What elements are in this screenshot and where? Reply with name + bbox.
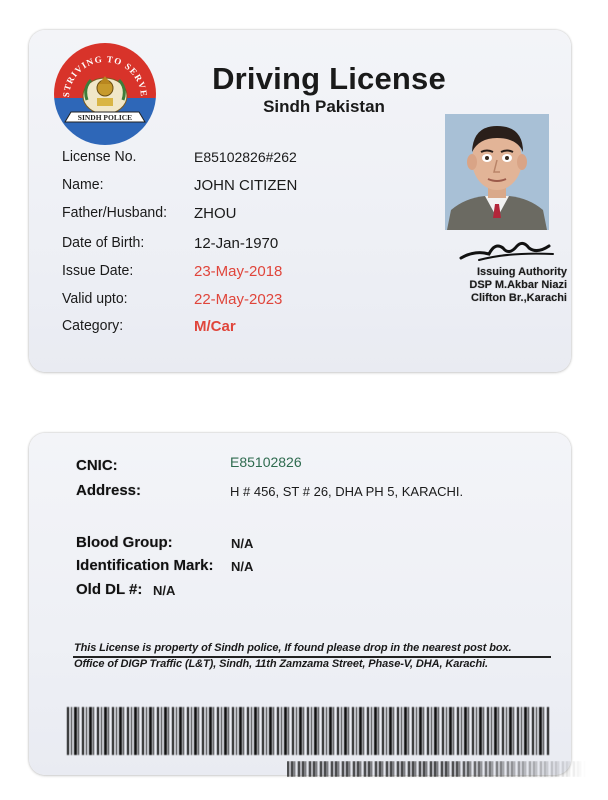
signature-icon	[459, 232, 557, 264]
field-label: Date of Birth:	[62, 234, 145, 251]
portrait-photo-icon	[445, 114, 549, 230]
identification-mark-row	[76, 557, 214, 577]
authority-line: Clifton Br.,Karachi	[471, 292, 567, 304]
address-row	[76, 482, 141, 502]
field-value: 22-May-2023	[194, 291, 283, 308]
field-value: ZHOU	[194, 205, 237, 222]
old-dl-value: N/A	[153, 583, 176, 598]
authority-line: Issuing Authority	[476, 266, 567, 278]
card-title: Driving License	[212, 61, 446, 96]
license-front-card	[29, 30, 571, 372]
address-value: H # 456, ST # 26, DHA PH 5, KARACHI.	[230, 484, 464, 499]
notice-line-2: Office of DIGP Traffic (L&T), Sindh, 11th Zamzama Street, Phase-V, DHA, Karachi.	[74, 658, 488, 670]
logo-ribbon-text: SINDH POLICE	[77, 113, 133, 122]
logo-top-text: STRIVING TO SERVE	[60, 53, 150, 98]
cnic-label: CNIC:	[76, 457, 118, 474]
license-back-card	[29, 433, 571, 775]
field-name	[62, 176, 462, 198]
field-label: License No.	[62, 148, 137, 165]
barcode-secondary	[287, 761, 587, 777]
field-label: Issue Date:	[62, 262, 134, 279]
card-subtitle: Sindh Pakistan	[263, 97, 385, 116]
field-category	[62, 317, 462, 339]
identification-mark-value: N/A	[231, 559, 254, 574]
field-valid-upto	[62, 290, 462, 312]
cnic-row	[76, 457, 118, 477]
blood-group-value: N/A	[231, 536, 254, 551]
field-label: Category:	[62, 317, 124, 334]
authority-line: DSP M.Akbar Niazi	[469, 279, 567, 291]
notice-line-1: This License is property of Sindh police, If found please drop in the nearest post box.	[74, 642, 512, 654]
field-date-of-birth	[62, 234, 462, 256]
holder-photo	[445, 114, 549, 230]
field-label: Name:	[62, 176, 104, 193]
blood-group-label: Blood Group:	[76, 534, 173, 551]
field-license-no	[62, 148, 462, 170]
field-label: Father/Husband:	[62, 204, 168, 221]
old-dl-label: Old DL #:	[76, 581, 143, 598]
field-value: M/Car	[194, 318, 236, 335]
field-value: JOHN CITIZEN	[194, 177, 298, 194]
identification-mark-label: Identification Mark:	[76, 557, 214, 574]
blood-group-row	[76, 534, 173, 554]
issuing-authority	[415, 266, 567, 305]
cnic-value: E85102826	[230, 454, 302, 470]
field-value: 23-May-2018	[194, 263, 283, 280]
field-value: 12-Jan-1970	[194, 235, 279, 252]
field-value: E85102826#262	[194, 149, 297, 165]
field-label: Valid upto:	[62, 290, 128, 307]
old-dl-row	[76, 581, 142, 601]
barcode-icon	[67, 707, 551, 755]
address-label: Address:	[76, 482, 142, 499]
field-father-husband	[62, 204, 462, 226]
field-issue-date	[62, 262, 462, 284]
